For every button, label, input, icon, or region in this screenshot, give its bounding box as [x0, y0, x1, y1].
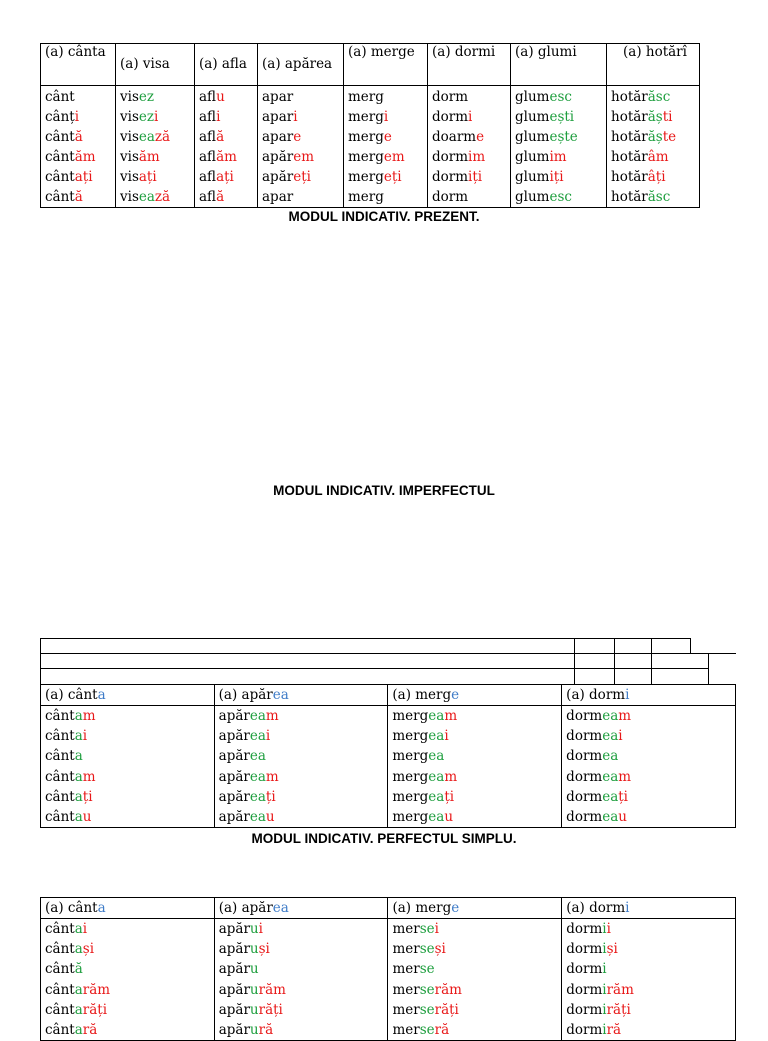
verb-form: apăreați: [218, 788, 276, 805]
verb-form: apăream: [218, 708, 279, 724]
verb-form: cântă: [45, 189, 83, 205]
forms-cell: [214, 706, 388, 828]
forms-cell: [562, 919, 736, 1041]
forms-cell: [41, 919, 215, 1041]
header-dormi: (a) dormi: [428, 44, 511, 86]
verb-form: apăreți: [262, 169, 311, 185]
imperfect-forms-row: [41, 706, 736, 828]
verb-form: merserăți: [392, 1001, 459, 1018]
verb-form: dormiră: [566, 1022, 622, 1039]
verb-form: apărurăți: [218, 1001, 283, 1018]
verb-form: aflați: [199, 169, 234, 185]
verb-form: dorm: [432, 89, 469, 105]
verb-form: apăreai: [218, 728, 271, 745]
verb-form: apărem: [262, 149, 314, 165]
verb-form: doarme: [432, 129, 485, 145]
verb-form: apărură: [218, 1022, 274, 1039]
verb-form: visez: [120, 89, 154, 105]
verb-form: apari: [262, 109, 298, 125]
verb-form: mergea: [392, 748, 445, 765]
verb-form: dorm: [432, 189, 469, 205]
verb-form: mergeam: [392, 768, 458, 785]
verb-form: visează: [120, 189, 171, 205]
verb-form: cântarăm: [45, 981, 111, 998]
verb-form: merge: [348, 129, 392, 145]
forms-cell: [214, 919, 388, 1041]
verb-form: mergeți: [348, 169, 402, 185]
verb-form: apăru: [218, 961, 259, 978]
verb-form: cântați: [45, 169, 93, 185]
verb-form: visează: [120, 129, 171, 145]
forms-cell: [41, 706, 215, 828]
present-header-row: [41, 44, 700, 86]
verb-form: dormeai: [566, 728, 623, 745]
verb-form: visați: [120, 169, 157, 185]
verb-form: cânt: [45, 89, 75, 105]
forms-cell: [195, 86, 258, 208]
verb-form: apar: [262, 89, 294, 105]
verb-form: cântară: [45, 1022, 98, 1039]
verb-form: hotărăște: [611, 129, 677, 145]
imperfect-header: (a) cânta: [41, 685, 215, 706]
verb-form: visăm: [120, 149, 160, 165]
imperfect-header: (a) dormi: [562, 685, 736, 706]
perfect-header: (a) merge: [388, 898, 562, 919]
forms-cell: [511, 86, 607, 208]
verb-form: merg: [348, 189, 384, 205]
header-glumi: (a) glumi: [511, 44, 607, 86]
verb-form: apărui: [218, 921, 263, 937]
forms-cell: [344, 86, 428, 208]
verb-form: dormii: [566, 921, 611, 937]
verb-form: dormirăm: [566, 981, 634, 998]
verb-form: apare: [262, 129, 302, 145]
verb-form: glumesc: [515, 89, 572, 105]
verb-form: merseși: [392, 941, 446, 958]
caption-imperfect: MODUL INDICATIV. IMPERFECTUL: [273, 483, 495, 498]
forms-cell: [428, 86, 511, 208]
verb-form: dormim: [432, 149, 486, 165]
forms-cell: [116, 86, 195, 208]
verb-form: mergeam: [392, 708, 458, 724]
verb-form: glumim: [515, 149, 567, 165]
caption-present: MODUL INDICATIV. PREZENT.: [288, 209, 480, 224]
verb-form: glumești: [515, 109, 575, 125]
forms-cell: [388, 706, 562, 828]
verb-form: merseră: [392, 1022, 450, 1039]
verb-form: hotărăsc: [611, 89, 671, 105]
verb-form: cântarăți: [45, 1001, 108, 1018]
verb-form: dormi: [432, 109, 473, 125]
verb-form: apar: [262, 189, 294, 205]
forms-cell: [607, 86, 700, 208]
header-hotari: (a) hotărî: [607, 44, 700, 86]
perfect-header-row: [41, 898, 736, 919]
verb-form: dormiși: [566, 941, 618, 958]
verb-form: cântam: [45, 708, 96, 724]
forms-cell: [388, 919, 562, 1041]
verb-form: cântați: [45, 788, 93, 805]
verb-form: cântau: [45, 809, 92, 826]
verb-form: cântași: [45, 941, 95, 958]
perfect-forms-row: [41, 919, 736, 1041]
verb-form: apăreau: [218, 809, 275, 826]
verb-form: dormeați: [566, 788, 628, 805]
verb-form: glumește: [515, 129, 578, 145]
perfect-header: (a) dormi: [562, 898, 736, 919]
verb-form: cântai: [45, 728, 88, 745]
verb-form: glumiți: [515, 169, 564, 185]
header-canta: (a) cânta: [41, 44, 116, 86]
header-aparea: (a) apărea: [258, 44, 344, 86]
forms-cell: [562, 706, 736, 828]
header-afla: (a) afla: [195, 44, 258, 86]
verb-form: cânți: [45, 109, 80, 125]
verb-form: dormeam: [566, 768, 632, 785]
present-forms-row: [41, 86, 700, 208]
verb-form: visezi: [120, 109, 159, 125]
forms-cell: [258, 86, 344, 208]
imperfect-table: [40, 684, 736, 828]
perfect-header: (a) apărea: [214, 898, 388, 919]
verb-form: aflăm: [199, 149, 237, 165]
verb-form: mergeați: [392, 788, 455, 805]
header-merge: (a) merge: [344, 44, 428, 86]
verb-form: dormea: [566, 748, 619, 765]
verb-form: hotărăști: [611, 109, 673, 125]
verb-form: mersei: [392, 921, 439, 937]
forms-cell: [41, 86, 116, 208]
perfect-header: (a) cânta: [41, 898, 215, 919]
verb-form: mergi: [348, 109, 389, 125]
verb-form: dormiți: [432, 169, 483, 185]
verb-form: hotărâm: [611, 149, 669, 165]
perfect-simple-table: [40, 897, 736, 1041]
verb-form: cântă: [45, 129, 83, 145]
verb-form: hotărâți: [611, 169, 666, 185]
verb-form: dormi: [566, 961, 607, 978]
verb-form: aflu: [199, 89, 225, 105]
verb-form: apărurăm: [218, 981, 286, 998]
verb-form: afli: [199, 109, 221, 125]
verb-form: hotărăsc: [611, 189, 671, 205]
verb-form: merse: [392, 961, 435, 978]
verb-form: află: [199, 189, 225, 205]
verb-form: mergeau: [392, 809, 454, 826]
verb-form: mergeai: [392, 728, 449, 745]
verb-form: cântai: [45, 921, 88, 937]
verb-form: cântăm: [45, 149, 96, 165]
verb-form: cântam: [45, 768, 96, 785]
verb-form: dormirăți: [566, 1001, 631, 1018]
verb-form: află: [199, 129, 225, 145]
present-tense-table: [40, 43, 700, 208]
header-visa: (a) visa: [116, 44, 195, 86]
imperfect-header-row: [41, 685, 736, 706]
verb-form: cântă: [45, 961, 83, 978]
verb-form: mergem: [348, 149, 405, 165]
imperfect-header: (a) merge: [388, 685, 562, 706]
verb-form: merserăm: [392, 981, 462, 998]
caption-perfect: MODUL INDICATIV. PERFECTUL SIMPLU.: [251, 831, 517, 846]
verb-form: apăruși: [218, 941, 270, 958]
verb-form: apăream: [218, 768, 279, 785]
verb-form: dormeam: [566, 708, 632, 724]
imperfect-header: (a) apărea: [214, 685, 388, 706]
verb-form: merg: [348, 89, 384, 105]
verb-form: dormeau: [566, 809, 627, 826]
verb-form: cânta: [45, 748, 83, 765]
verb-form: glumesc: [515, 189, 572, 205]
verb-form: apărea: [218, 748, 266, 765]
